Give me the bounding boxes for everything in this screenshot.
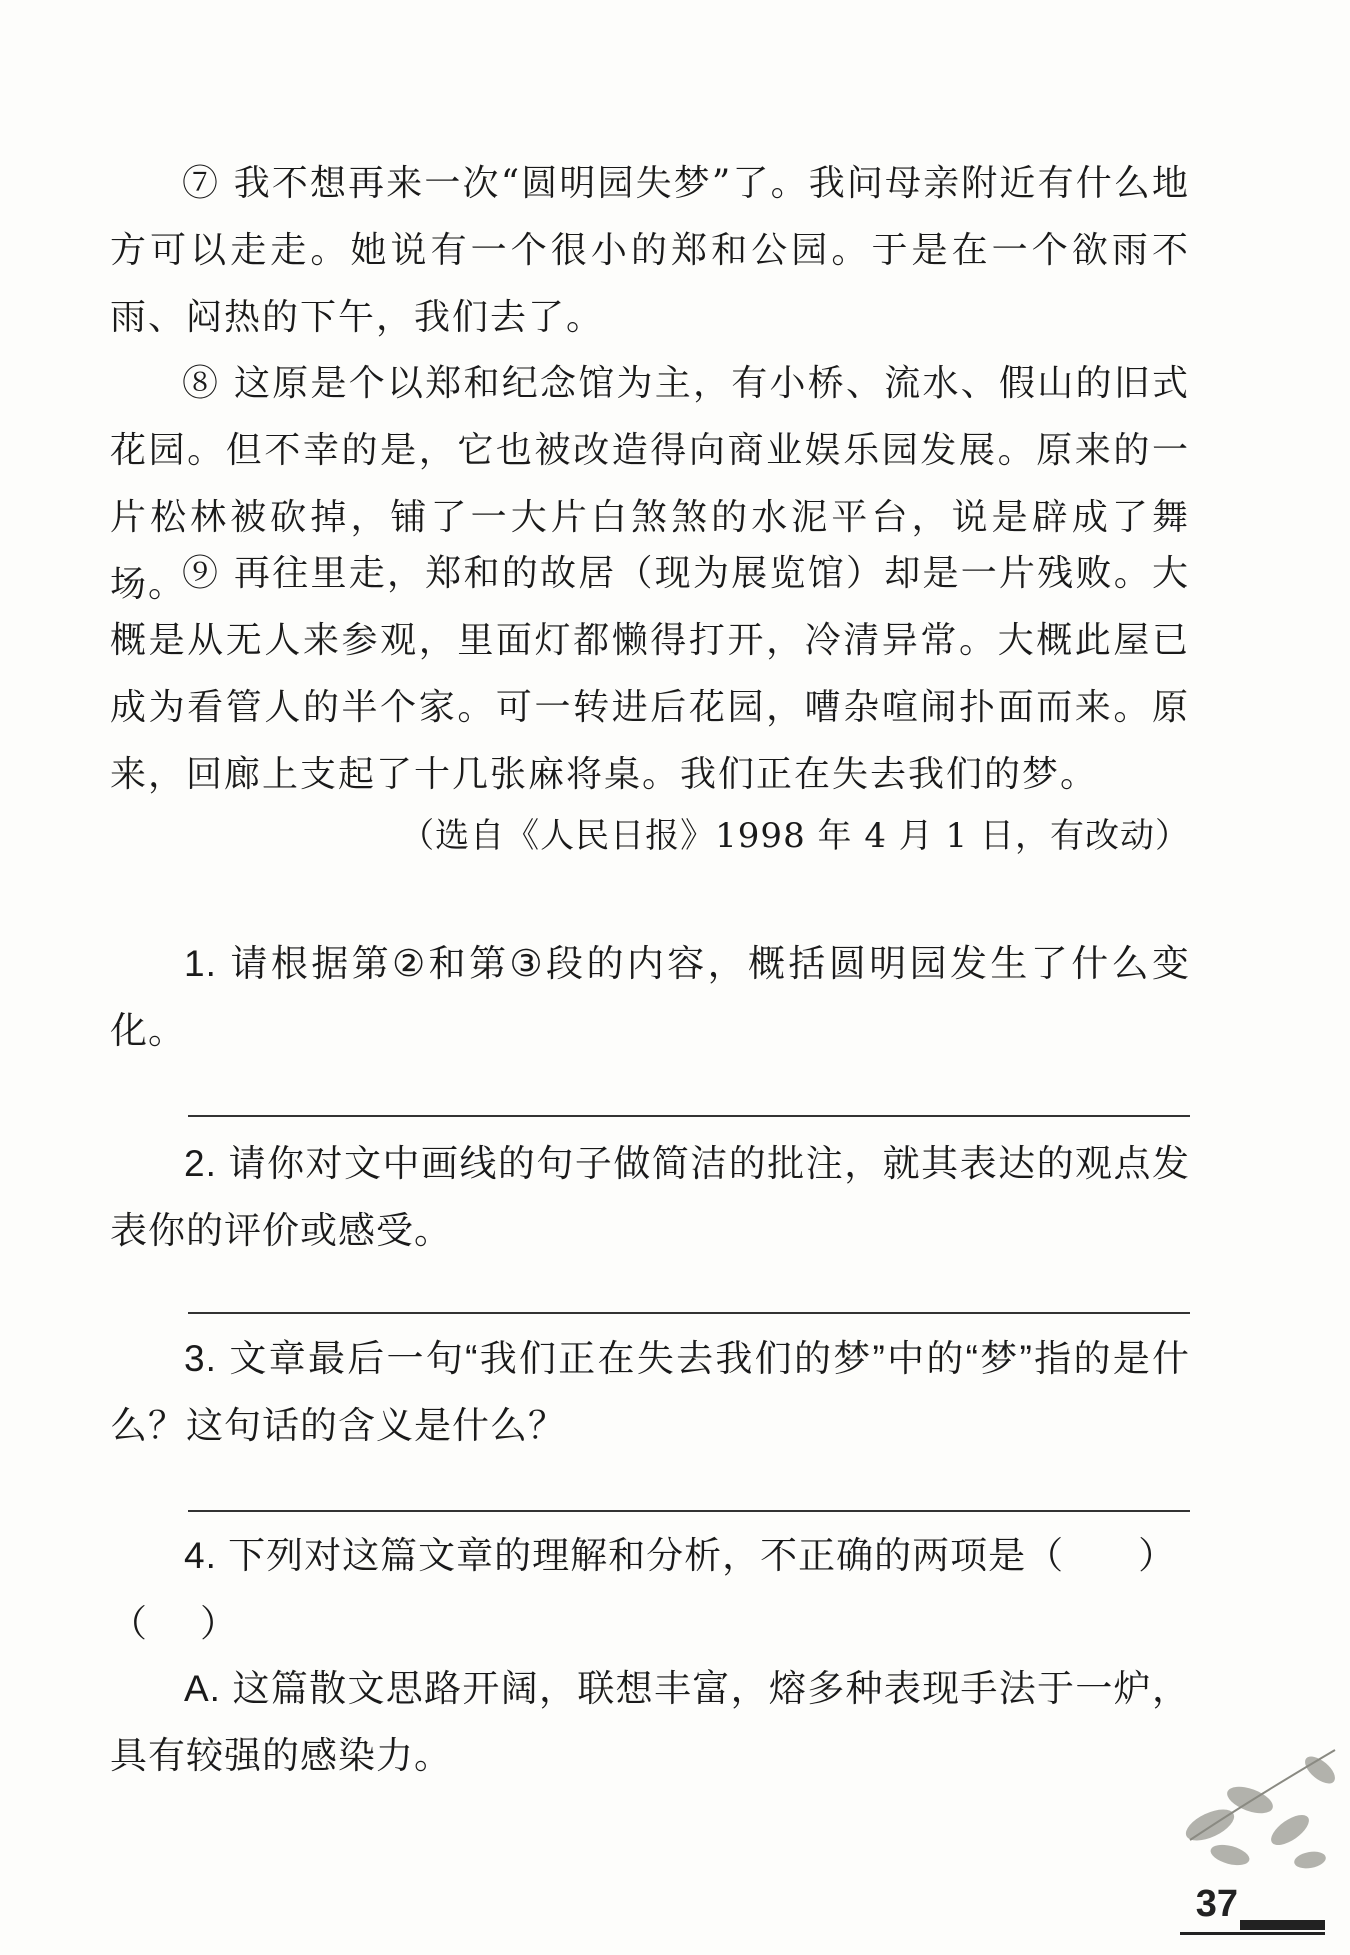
question-2: 2. 请你对文中画线的句子做简洁的批注，就其表达的观点发表你的评价或感受。	[110, 1143, 1190, 1251]
answer-line-1[interactable]	[188, 1115, 1190, 1117]
answer-blank-1[interactable]	[1026, 1535, 1177, 1576]
answer-line-3[interactable]	[188, 1510, 1190, 1512]
leaf-decoration-icon	[1170, 1730, 1340, 1880]
page-number: 37	[1195, 1883, 1238, 1925]
answer-blank-2[interactable]	[110, 1590, 1190, 1657]
question-3: 3. 文章最后一句“我们正在失去我们的梦”中的“梦”指的是什么？这句话的含义是什么？	[110, 1338, 1190, 1446]
paragraph-9: ⑨ 再往里走，郑和的故居（现为展览馆）却是一片残败。大概是从无人来参观，里面灯都懒得打开，冷清异常。大概此屋已成为看管人的半个家。可一转进后花园，嘈杂喧闹扑面而来。原来，回廊上支起了十几张麻将桌。我们正在失去我们的梦。	[110, 553, 1190, 795]
paren-open-2: （	[110, 1603, 148, 1644]
paren-close-2: ）	[200, 1603, 238, 1644]
question-4	[110, 1522, 1190, 1589]
answer-line-2[interactable]	[188, 1312, 1190, 1314]
paragraph-8: ⑧ 这原是个以郑和纪念馆为主，有小桥、流水、假山的旧式花园。但不幸的是，它也被改造得向商业娱乐园发展。原来的一片松林被砍掉，铺了一大片白煞煞的水泥平台，说是辟成了舞场。	[110, 363, 1190, 605]
paragraph-7: ⑦ 我不想再来一次“圆明园失梦”了。我问母亲附近有什么地方可以走走。她说有一个很小的郑和公园。于是在一个欲雨不雨、闷热的下午，我们去了。	[110, 163, 1190, 338]
page-number-bar	[1240, 1920, 1325, 1930]
source-citation: （选自《人民日报》1998 年 4 月 1 日，有改动）	[400, 816, 1190, 856]
option-a: A. 这篇散文思路开阔，联想丰富，熔多种表现手法于一炉，具有较强的感染力。	[110, 1668, 1190, 1776]
question-4-text: 4. 下列对这篇文章的理解和分析，不正确的两项是	[184, 1535, 1027, 1576]
paren-open: （	[1026, 1535, 1065, 1576]
paren-close: ）	[1138, 1535, 1177, 1576]
question-1: 1. 请根据第②和第③段的内容，概括圆明园发生了什么变化。	[110, 943, 1190, 1051]
page-number-rule	[1180, 1932, 1325, 1935]
